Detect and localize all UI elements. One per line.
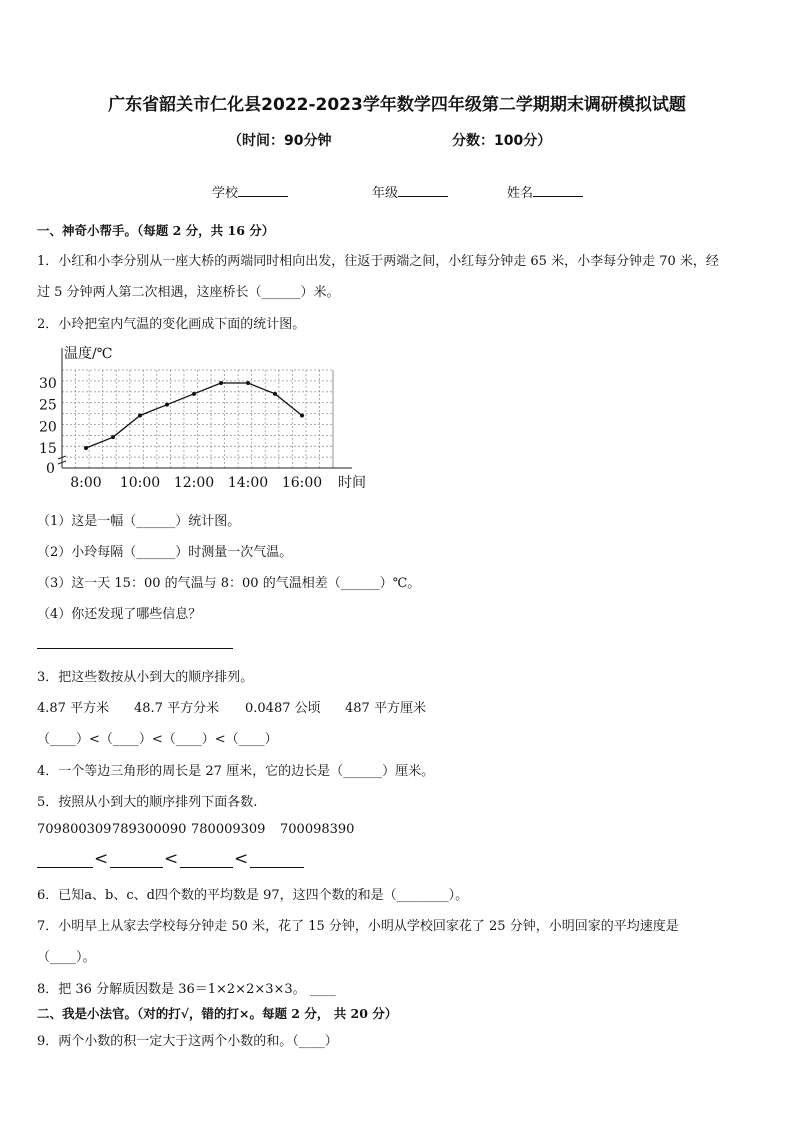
q5-blank-1 bbox=[37, 867, 93, 868]
y-tick-label: 30 bbox=[39, 376, 57, 392]
temperature-point bbox=[300, 414, 304, 418]
temperature-point bbox=[165, 403, 169, 407]
x-axis-title: 时间 bbox=[338, 475, 366, 491]
y-tick-label: 15 bbox=[39, 441, 57, 457]
temperature-point bbox=[246, 381, 250, 385]
q5-number-3: 780009309 bbox=[191, 822, 266, 837]
q1-line2: 过 5 分钟两人第二次相遇，这座桥长（______）米。 bbox=[37, 285, 340, 300]
q5-less-than-3: < bbox=[234, 849, 249, 869]
q6-text: 6．已知a、b、c、d四个数的平均数是 97，这四个数的和是（________）。 bbox=[37, 888, 469, 903]
name-field bbox=[507, 182, 583, 201]
q2-text: 2．小玲把室内气温的变化画成下面的统计图。 bbox=[37, 317, 306, 332]
q3-item-4: 487 平方厘米 bbox=[345, 701, 426, 716]
q4-text: 4．一个等边三角形的周长是 27 厘米，它的边长是（______）厘米。 bbox=[37, 764, 435, 779]
school-label: 学校 bbox=[212, 186, 239, 201]
chart-series bbox=[84, 381, 304, 450]
q8-text: 8．把 36 分解质因数是 36＝1×2×2×3×3。 ____ bbox=[37, 982, 336, 997]
q2-sub1: （1）这是一幅（______）统计图。 bbox=[37, 514, 241, 529]
temperature-point bbox=[219, 381, 223, 385]
q7-line1: 7．小明早上从家去学校每分钟走 50 米，花了 15 分钟，小明从学校回家花了 25 分钟，小明回家的平均速度是 bbox=[37, 919, 679, 934]
temperature-point bbox=[138, 414, 142, 418]
q1-line1: 1．小红和小李分别从一座大桥的两端同时相向出发，往返于两端之间，小红每分钟走 65 米，小李每分钟走 70 米，经 bbox=[37, 254, 719, 269]
x-tick-label: 8:00 bbox=[70, 475, 102, 491]
temperature-point bbox=[111, 435, 115, 439]
q2-sub2: （2）小玲每隔（______）时测量一次气温。 bbox=[37, 545, 293, 560]
q3-text: 3．把这些数按从小到大的顺序排列。 bbox=[37, 670, 254, 685]
q3-item-3: 0.0487 公顷 bbox=[245, 701, 321, 716]
x-tick-label: 12:00 bbox=[173, 475, 215, 491]
temperature-line-chart bbox=[30, 338, 380, 498]
q5-blank-2 bbox=[110, 867, 163, 868]
q2-sub3: （3）这一天 15：00 的气温与 8：00 的气温相差（______）℃。 bbox=[37, 576, 421, 591]
grade-field bbox=[372, 182, 448, 201]
q9-text: 9．两个小数的积一定大于这两个小数的和。（____） bbox=[37, 1034, 338, 1049]
q3-item-1: 4.87 平方米 bbox=[37, 701, 110, 716]
chart-grid bbox=[62, 370, 333, 468]
q2-answer-line bbox=[37, 648, 233, 649]
q5-blank-3 bbox=[180, 867, 233, 868]
q5-number-2: 789300090 bbox=[112, 822, 187, 837]
x-tick-label: 14:00 bbox=[227, 475, 269, 491]
section-2-heading: 二、我是小法官。（对的打√，错的打×。每题 2 分， 共 20 分） bbox=[37, 1006, 398, 1021]
x-tick-label: 16:00 bbox=[281, 475, 323, 491]
exam-time: （时间：90分钟 bbox=[228, 133, 332, 149]
x-tick-label: 10:00 bbox=[119, 475, 161, 491]
chart-labels bbox=[39, 345, 366, 491]
school-blank bbox=[238, 196, 288, 197]
q5-number-1: 709800309 bbox=[37, 822, 112, 837]
q3-order: （____）<（____）<（____）<（____） bbox=[37, 732, 278, 747]
grade-blank bbox=[398, 196, 448, 197]
q5-blank-4 bbox=[250, 867, 304, 868]
q5-less-than-2: < bbox=[164, 849, 179, 869]
school-field bbox=[212, 182, 288, 201]
section-1-heading: 一、神奇小帮手。（每题 2 分，共 16 分） bbox=[37, 223, 275, 238]
q3-item-2: 48.7 平方分米 bbox=[134, 701, 220, 716]
y-tick-label: 0 bbox=[46, 461, 55, 477]
q2-sub4: （4）你还发现了哪些信息？ bbox=[37, 607, 202, 622]
q5-text: 5．按照从小到大的顺序排列下面各数. bbox=[37, 795, 258, 810]
q5-less-than-1: < bbox=[94, 849, 109, 869]
q7-line2: （____）。 bbox=[37, 950, 96, 965]
name-blank bbox=[533, 196, 583, 197]
temperature-point bbox=[84, 446, 88, 450]
q5-number-4: 700098390 bbox=[280, 822, 355, 837]
y-axis-title: 温度/℃ bbox=[64, 346, 113, 362]
exam-score: 分数：100分） bbox=[452, 133, 552, 149]
y-tick-label: 25 bbox=[39, 397, 57, 414]
temperature-point bbox=[273, 392, 277, 396]
chart-axes bbox=[58, 348, 352, 468]
grade-label: 年级 bbox=[372, 186, 399, 201]
exam-title: 广东省韶关市仁化县2022-2023学年数学四年级第二学期期末调研模拟试题 bbox=[108, 95, 686, 115]
y-tick-label: 20 bbox=[39, 419, 57, 436]
name-label: 姓名 bbox=[507, 186, 534, 201]
temperature-point bbox=[192, 392, 196, 396]
